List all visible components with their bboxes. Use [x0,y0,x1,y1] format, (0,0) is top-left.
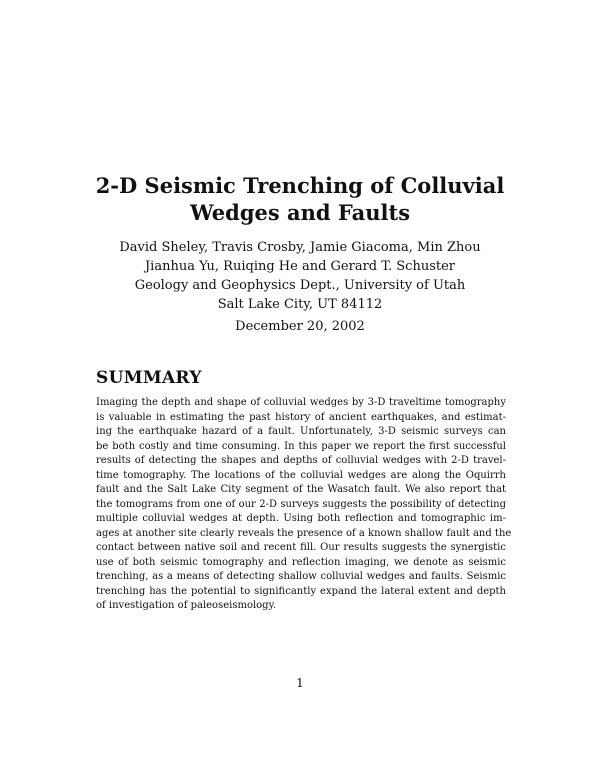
paper-date: December 20, 2002 [235,319,365,334]
summary-line: Imaging the depth and shape of colluvial wedges by 3-D traveltime tomography [96,397,506,408]
summary-paragraph [96,396,512,614]
paper-title [0,172,600,226]
author-block [0,238,600,314]
summary-line: time tomography. The locations of the colluvial wedges are along the Oquirrh [96,469,506,481]
summary-line: contact between native soil and recent fill. Our results suggests the synergistic [96,542,506,553]
paper-title-line: 2-D Seismic Trenching of Colluvial [95,173,505,198]
paper-title-line: Wedges and Faults [189,200,411,225]
summary-line: be both costly and time consuming. In this paper we report the first successful [96,440,506,452]
summary-line: ages at another site clearly reveals the presence of a known shallow fault and the [96,527,512,539]
author-line: David Sheley, Travis Crosby, Jamie Giacoma, Min Zhou [119,240,481,255]
summary-line: trenching, as a means of detecting shallow colluvial wedges and faults. Seismic [96,571,506,582]
affiliation-line: Geology and Geophysics Dept., University of Utah [134,278,466,293]
summary-line: trenching has the potential to significantly expand the lateral extent and depth [96,585,506,597]
author-line: Jianhua Yu, Ruiqing He and Gerard T. Schuster [144,259,456,274]
summary-line: results of detecting the shapes and depths of colluvial wedges with 2-D travel- [96,455,506,466]
page-number: 1 [296,676,304,690]
summary-line: ing the earthquake hazard of a fault. Unfortunately, 3-D seismic surveys can [96,426,506,437]
section-heading-summary: SUMMARY [96,368,202,388]
summary-line: the tomograms from one of our 2-D surveys suggests the possibility of detecting [96,498,506,510]
summary-line: is valuable in estimating the past history of ancient earthquakes, and estimat- [96,411,506,423]
summary-line: multiple colluvial wedges at depth. Using both reflection and tomographic im- [96,513,506,524]
address-line: Salt Lake City, UT 84112 [217,297,383,312]
summary-line: of investigation of paleoseismology. [96,600,277,611]
summary-line: fault and the Salt Lake City segment of the Wasatch fault. We also report that [96,484,506,495]
summary-line: use of both seismic tomography and reflection imaging, we denote as seismic [96,556,506,568]
